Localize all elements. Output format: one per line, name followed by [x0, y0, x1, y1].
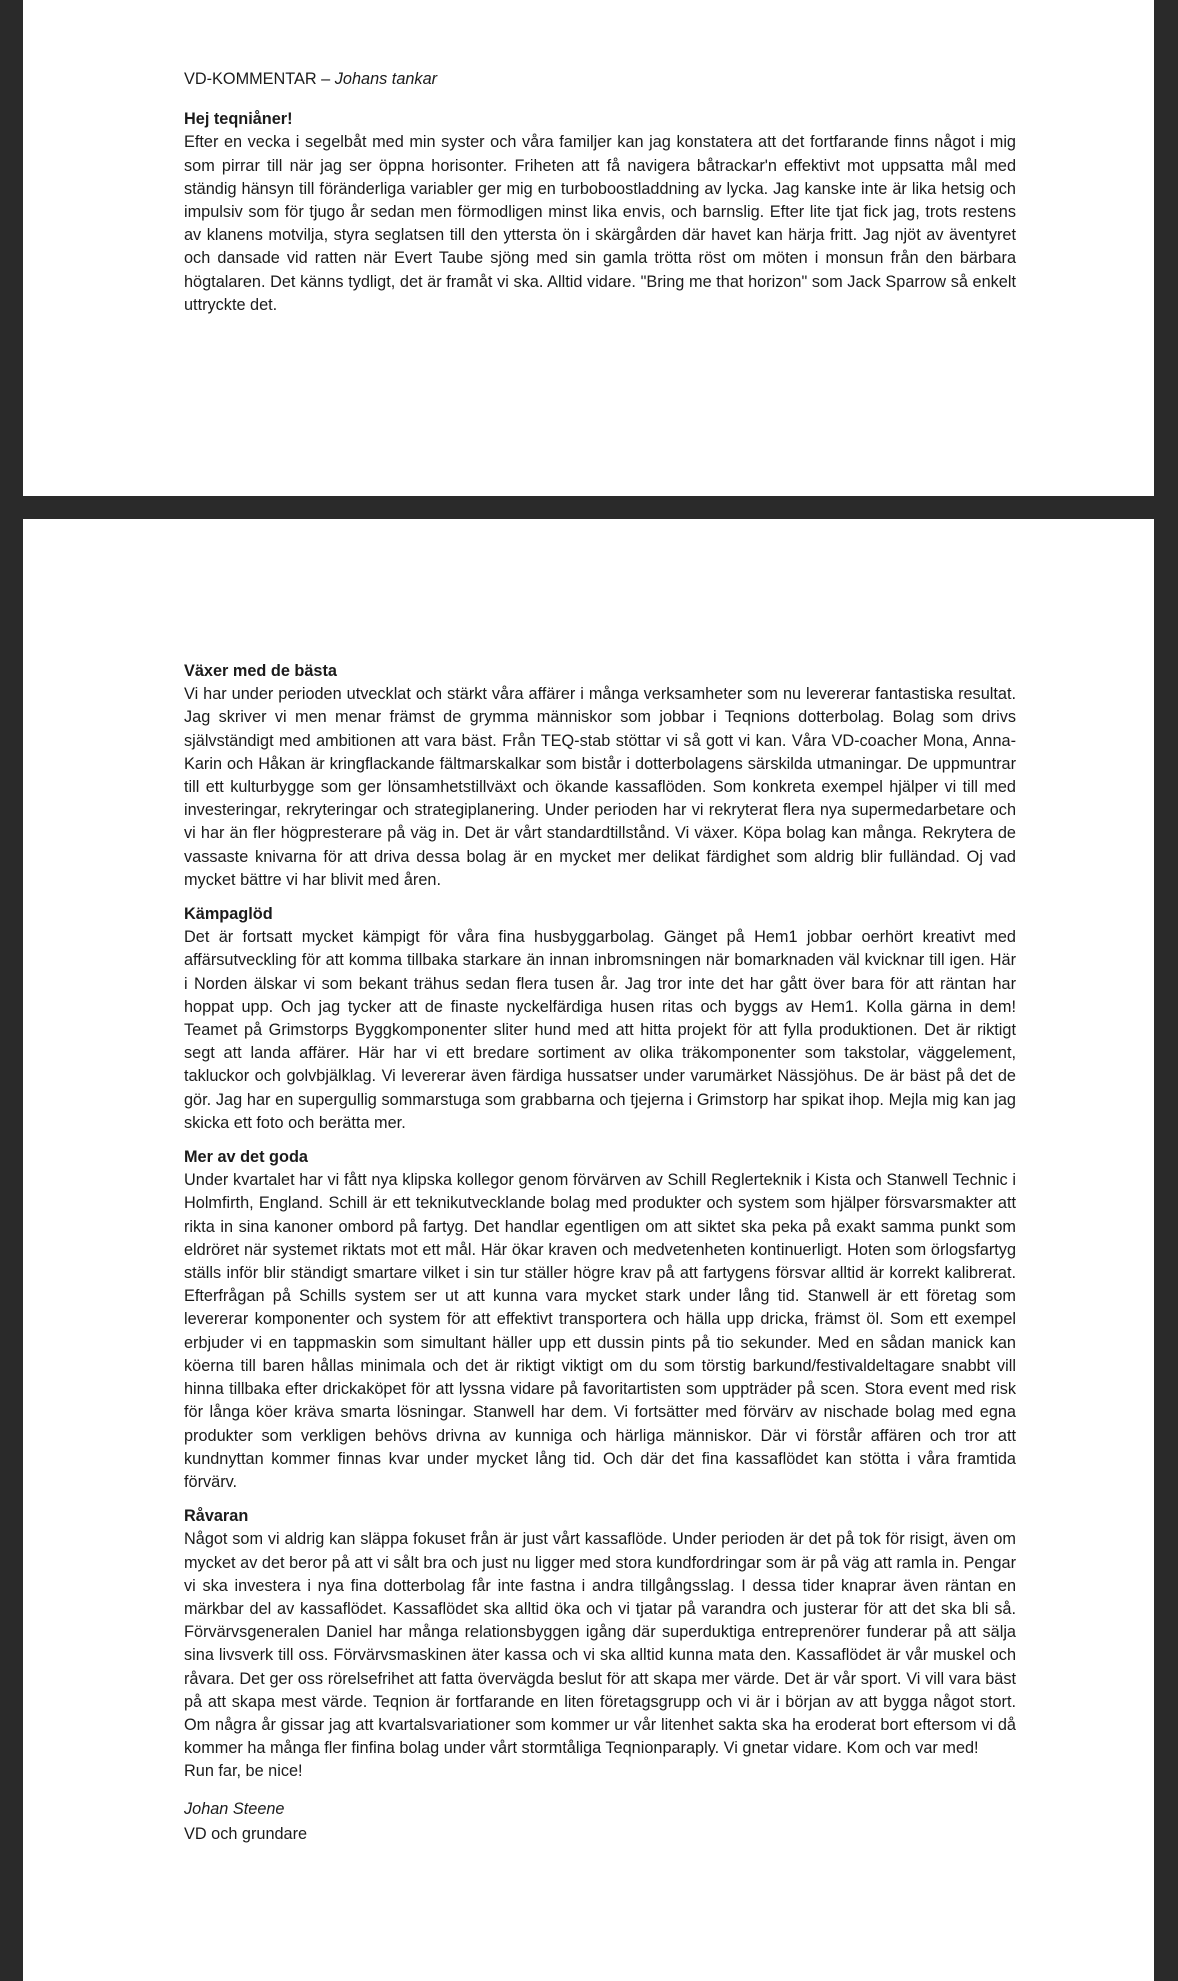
section-vaxer: [184, 660, 1016, 892]
document-page-2: [23, 519, 1154, 1981]
document-title: [184, 68, 1016, 91]
title-subtitle: Johans tankar: [334, 70, 438, 88]
page-1-content: [184, 68, 1016, 317]
page-2-content: [184, 660, 1016, 1846]
section-body: Under kvartalet har vi fått nya klipska kollegor genom förvärven av Schill Reglerteknik i Kista och Stanwell Technic i Holmfirth, England. Schill är ett teknikutvecklande bolag med produkter och system som hjälper försvarsmakter att rikta in sina kanoner ombord på fartyg. Det handlar egentligen om att siktet ska peka på exakt samma punkt som eldröret när systemet riktats mot ett mål. Här ökar kraven och medvetenheten kontinuerligt. Hoten som örlogsfartyg ställs inför blir ständigt smartare vilket i sin tur ställer högre krav på att fartygens försvar alltid är korrekt kalibrerat. Efterfrågan på Schills system ser ut att kunna vara mycket stark under lång tid. Stanwell är ett företag som levererar komponenter och system för att effektivt transportera och hälla upp dricka, främst öl. Som ett exempel erbjuder vi en tappmaskin som simultant häller upp ett dussin pints på tio sekunder. Med en sådan manick kan köerna till baren hållas minimala och det är riktigt viktigt om du som törstig barkund/festivaldeltagare snabbt vill hinna tillbaka efter drickaköpet för att lyssna vidare på favoritartisten som uppträder på scen. Stora event med risk för långa köer kräva smarta lösningar. Stanwell har dem. Vi fortsätter med förvärv av nischade bolag med egna produkter som verkligen behövs drivna av kunniga och härliga människor. Där vi förstår affären och tror att kundnyttan kommer finnas kvar under mycket lång tid. Och där det fina kassaflödet kan stötta i våra framtida förvärv.: [184, 1171, 1016, 1491]
section-heading: Råvaran: [184, 1507, 249, 1526]
signature-role: VD och grundare: [184, 1824, 308, 1843]
section-kampaglod: [184, 903, 1016, 1135]
title-prefix: VD-KOMMENTAR –: [184, 70, 335, 88]
section-heading: Växer med de bästa: [184, 662, 337, 680]
document-page-1: [23, 0, 1154, 496]
closing-line: Run far, be nice!: [184, 1762, 303, 1781]
section-mer-av-det-goda: [184, 1146, 1016, 1494]
section-heading: Mer av det goda: [184, 1148, 308, 1167]
signature-name: Johan Steene: [184, 1799, 285, 1818]
intro-paragraph: Efter en vecka i segelbåt med min syster och våra familjer kan jag konstatera att det fortfarande finns något i mig som pirrar till när jag ser öppna horisonter. Friheten att få navigera båtrackar'n effektivt mot uppsatta mål med ständig hänsyn till föränderliga variabler ger mig en turboboostladdning av lycka. Jag kanske inte är lika hetsig och impulsiv som för tjugo år sedan men förmodligen minst lika envis, och barnslig. Efter lite tjat fick jag, trots restens av klanens motvilja, styra seglatsen till den yttersta ön i skärgården där havet kan härja fritt. Jag njöt av äventyret och dansade vid ratten när Evert Taube sjöng med sin gamla trötta röst om möten i monsun från den bärbara högtalaren. Det känns tydligt, det är framåt vi ska. Alltid vidare. "Bring me that horizon" som Jack Sparrow så enkelt uttryckte det.: [184, 133, 1016, 314]
section-ravaran: [184, 1505, 1016, 1760]
greeting-heading: Hej teqniåner!: [184, 110, 293, 129]
section-body: Något som vi aldrig kan släppa fokuset från är just vårt kassaflöde. Under perioden är det på tok för risigt, även om mycket av det beror på att vi sålt bra och just nu ligger med stora kundfordringar som är på väg att ramla in. Pengar vi ska investera i nya fina dotterbolag får inte fastna i andra tillgångsslag. I dessa tider knaprar även räntan en märkbar del av kassaflödet. Kassaflödet ska alltid öka och vi tjatar på varandra och justerar för att det ska bli så. Förvärvsgeneralen Daniel har många relationsbyggen igång där superduktiga entreprenörer funderar på att sälja sina livsverk till oss. Förvärvsmaskinen äter kassa och vi ska alltid kunna mata den. Kassaflödet är vår muskel och råvara. Det ger oss rörelsefrihet att fatta övervägda beslut för att skapa mer värde. Det är vår sport. Vi vill vara bäst på att skapa mest värde. Teqnion är fortfarande en liten företagsgrupp och vi är i början av att bygga något stort. Om några år gissar jag att kvartalsvariationer som kommer ur vår litenhet sakta ska ha eroderat bort eftersom vi då kommer ha många fler finfina bolag under vårt stormtåliga Teqnionparaply. Vi gnetar vidare. Kom och var med!: [184, 1530, 1016, 1758]
section-heading: Kämpaglöd: [184, 905, 273, 924]
section-body: Det är fortsatt mycket kämpigt för våra fina husbyggarbolag. Gänget på Hem1 jobbar oerhört kreativt med affärsutveckling för att komma tillbaka starkare än innan inbromsningen när bomarknaden väl kvicknar till igen. Här i Norden älskar vi som bekant trähus sedan flera tusen år. Jag tror inte det har gått över bara för att räntan har hoppat upp. Och jag tycker att de finaste nyckelfärdiga husen ritas och byggs av Hem1. Kolla gärna in dem! Teamet på Grimstorps Byggkomponenter sliter hund med att hitta projekt för att fylla produktionen. Det är riktigt segt att landa affärer. Här har vi ett bredare sortiment av olika träkomponenter som takstolar, väggelement, takluckor och golvbjälklag. Vi levererar även färdiga hussatser under varumärket Nässjöhus. De är bäst på det de gör. Jag har en supergullig sommarstuga som grabbarna och tjejerna i Grimstorp har spikat ihop. Mejla mig kan jag skicka ett foto och berätta mer.: [184, 928, 1016, 1132]
section-body: Vi har under perioden utvecklat och stärkt våra affärer i många verksamheter som nu levererar fantastiska resultat. Jag skriver vi men menar främst de grymma människor som jobbar i Teqnions dotterbolag. Bolag som drivs självständigt med ambitionen att vara bäst. Från TEQ-stab stöttar vi så gott vi kan. Våra VD-coacher Mona, Anna-Karin och Håkan är kringflackande fältmarskalkar som bistår i dotterbolagens särskilda utmaningar. De uppmuntrar till ett kulturbygge som ger lönsamhetstillväxt och ökande kassaflöden. Som konkreta exempel hjälper vi till med investeringar, rekryteringar och strategiplanering. Under perioden har vi rekryterat flera nya supermedarbetare och vi har än fler högpresterare på väg in. Det är vårt standardtillstånd. Vi växer. Köpa bolag kan många. Rekrytera de vassaste knivarna för att driva dessa bolag är en mycket mer delikat färdighet som aldrig blir fulländad. Oj vad mycket bättre vi har blivit med åren.: [184, 685, 1016, 889]
